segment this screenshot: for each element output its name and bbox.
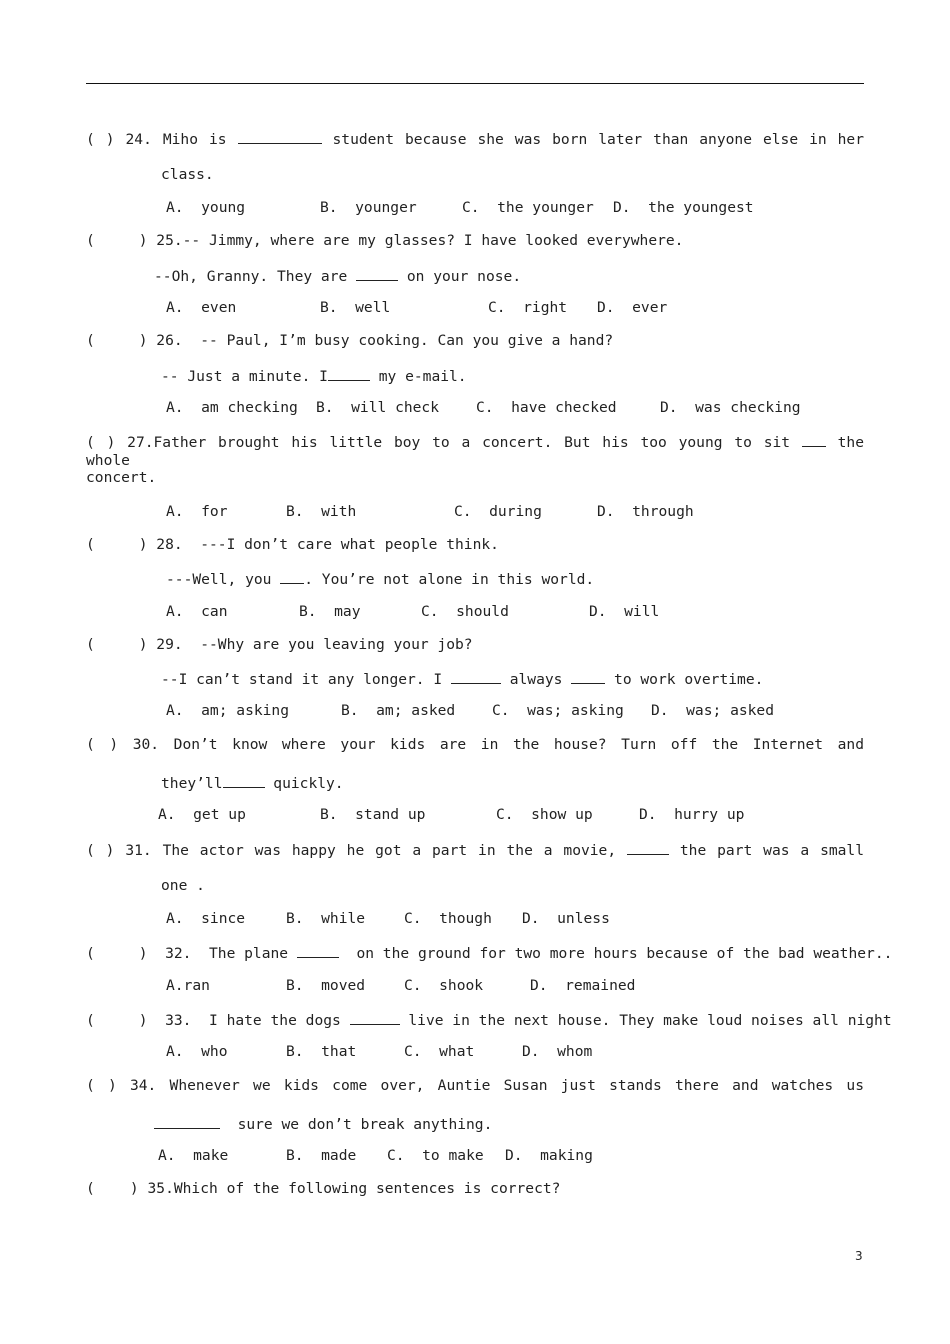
answer-blank[interactable] <box>350 1010 400 1025</box>
option-b[interactable]: B. with <box>286 503 357 520</box>
option-d[interactable]: D. hurry up <box>639 806 745 823</box>
option-b[interactable]: B. am; asked <box>341 702 456 719</box>
option-a[interactable]: A. since <box>166 910 246 927</box>
option-d[interactable]: D. ever <box>597 299 668 316</box>
option-d[interactable]: D. through <box>597 503 694 520</box>
question-31-continuation: one . <box>161 877 205 894</box>
option-c[interactable]: C. though <box>404 910 492 927</box>
option-b[interactable]: B. may <box>299 603 361 620</box>
answer-blank[interactable] <box>451 669 501 684</box>
option-b[interactable]: B. will check <box>316 399 440 416</box>
option-a[interactable]: A. can <box>166 603 228 620</box>
question-32-stem: ( ) 32. The plane on the ground for two more hours because of the bad weather.. <box>86 945 893 962</box>
option-c[interactable]: C. was; asking <box>492 702 624 719</box>
option-c[interactable]: C. to make <box>387 1147 484 1164</box>
option-a[interactable]: A.ran <box>166 977 210 994</box>
question-24-continuation: class. <box>161 166 214 183</box>
option-b[interactable]: B. that <box>286 1043 357 1060</box>
option-d[interactable]: D. was; asked <box>651 702 775 719</box>
option-b[interactable]: B. moved <box>286 977 366 994</box>
question-28-reply: ---Well, you . You’re not alone in this world. <box>166 571 595 588</box>
question-33-stem: ( ) 33. I hate the dogs live in the next house. They make loud noises all night <box>86 1012 892 1029</box>
question-30-stem: ( ) 30. Don’t know where your kids are in the house? Turn off the Internet and <box>86 736 864 753</box>
option-c[interactable]: C. what <box>404 1043 475 1060</box>
option-b[interactable]: B. stand up <box>320 806 426 823</box>
option-a[interactable]: A. even <box>166 299 237 316</box>
option-c[interactable]: C. during <box>454 503 542 520</box>
option-a[interactable]: A. make <box>158 1147 229 1164</box>
answer-blank[interactable] <box>280 569 304 584</box>
question-35-stem: ( ) 35.Which of the following sentences is correct? <box>86 1180 561 1197</box>
option-c[interactable]: C. right <box>488 299 568 316</box>
option-b[interactable]: B. made <box>286 1147 357 1164</box>
option-d[interactable]: D. unless <box>522 910 610 927</box>
question-25-stem: ( ) 25.-- Jimmy, where are my glasses? I have looked everywhere. <box>86 232 684 249</box>
answer-blank[interactable] <box>802 432 826 447</box>
question-27-continuation: concert. <box>86 469 157 486</box>
option-c[interactable]: C. have checked <box>476 399 617 416</box>
option-b[interactable]: B. younger <box>320 199 417 216</box>
question-28-stem: ( ) 28. ---I don’t care what people think. <box>86 536 499 553</box>
answer-blank[interactable] <box>571 669 605 684</box>
question-34-stem: ( ) 34. Whenever we kids come over, Auntie Susan just stands there and watches us <box>86 1077 864 1094</box>
option-a[interactable]: A. young <box>166 199 246 216</box>
question-29-stem: ( ) 29. --Why are you leaving your job? <box>86 636 473 653</box>
answer-blank[interactable] <box>223 773 265 788</box>
option-d[interactable]: D. making <box>505 1147 593 1164</box>
question-29-reply: --I can’t stand it any longer. I always to work overtime. <box>161 671 764 688</box>
question-30-continuation: they’ll quickly. <box>161 775 344 792</box>
option-a[interactable]: A. get up <box>158 806 246 823</box>
header-rule <box>86 83 864 84</box>
option-d[interactable]: D. the youngest <box>613 199 754 216</box>
option-a[interactable]: A. am; asking <box>166 702 290 719</box>
answer-blank[interactable] <box>627 840 669 855</box>
question-26-reply: -- Just a minute. I my e-mail. <box>161 368 467 385</box>
option-d[interactable]: D. remained <box>530 977 636 994</box>
page-number: 3 <box>855 1249 863 1263</box>
option-d[interactable]: D. was checking <box>660 399 801 416</box>
option-d[interactable]: D. will <box>589 603 660 620</box>
question-27-stem: ( ) 27.Father brought his little boy to a concert. But his too young to sit the whole <box>86 434 864 469</box>
answer-blank[interactable] <box>297 943 339 958</box>
question-26-stem: ( ) 26. -- Paul, I’m busy cooking. Can you give a hand? <box>86 332 614 349</box>
answer-blank[interactable] <box>238 129 322 144</box>
option-c[interactable]: C. the younger <box>462 199 594 216</box>
question-24-stem: ( ) 24. Miho is student because she was born later than anyone else in her <box>86 131 864 148</box>
option-c[interactable]: C. should <box>421 603 509 620</box>
option-c[interactable]: C. shook <box>404 977 484 994</box>
question-34-continuation: sure we don’t break anything. <box>154 1114 492 1134</box>
option-b[interactable]: B. while <box>286 910 366 927</box>
option-a[interactable]: A. am checking <box>166 399 298 416</box>
option-a[interactable]: A. who <box>166 1043 228 1060</box>
option-d[interactable]: D. whom <box>522 1043 593 1060</box>
question-31-stem: ( ) 31. The actor was happy he got a part in the a movie, the part was a small <box>86 842 864 859</box>
option-b[interactable]: B. well <box>320 299 391 316</box>
option-c[interactable]: C. show up <box>496 806 593 823</box>
question-25-reply: --Oh, Granny. They are on your nose. <box>154 268 522 285</box>
answer-blank[interactable] <box>154 1114 220 1129</box>
answer-blank[interactable] <box>328 366 370 381</box>
answer-blank[interactable] <box>356 266 398 281</box>
option-a[interactable]: A. for <box>166 503 228 520</box>
